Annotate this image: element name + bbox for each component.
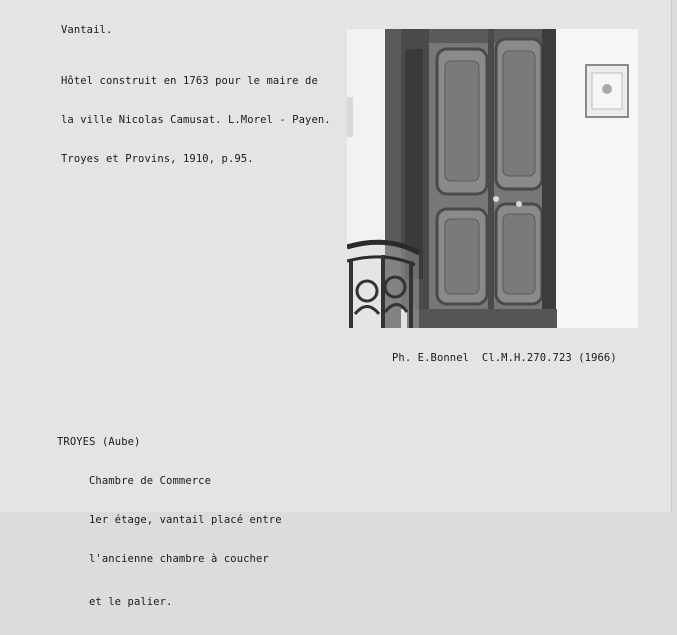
location-city: TROYES (Aube) <box>57 436 141 448</box>
description-line: Hôtel construit en 1763 pour le maire de <box>61 75 318 87</box>
location-block <box>57 410 282 635</box>
location-line: l'ancienne chambre à coucher <box>89 553 269 565</box>
record-title: Vantail. <box>61 24 113 36</box>
location-line: Chambre de Commerce <box>89 475 212 487</box>
description-line: la ville Nicolas Camusat. L.Morel - Payen. <box>61 114 331 126</box>
location-line: 1er étage, vantail placé entre <box>89 514 282 526</box>
location-line: et le palier. <box>89 596 173 608</box>
description-line: Troyes et Provins, 1910, p.95. <box>61 153 254 165</box>
door-photo-illustration <box>347 29 638 328</box>
photo-credit: Ph. E.Bonnel Cl.M.H.270.723 (1966) <box>392 352 617 364</box>
record-description <box>61 49 331 192</box>
door-photograph <box>347 29 638 328</box>
